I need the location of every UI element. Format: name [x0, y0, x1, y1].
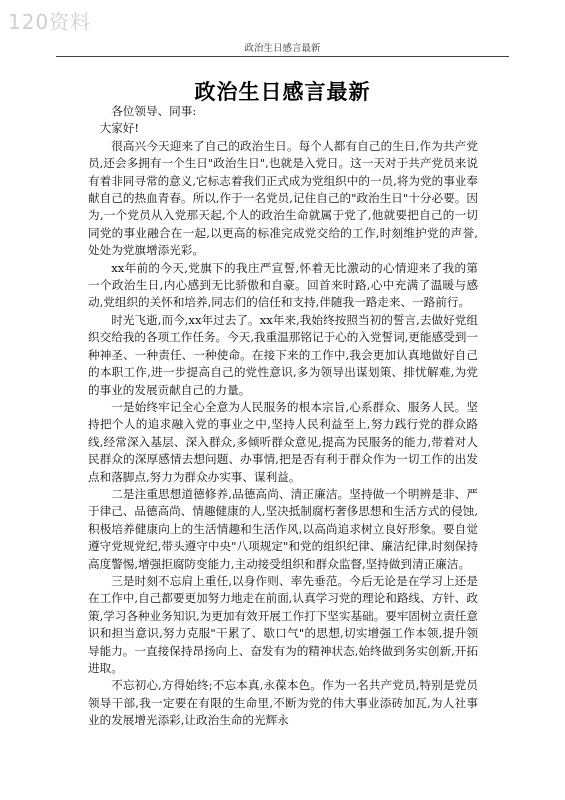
document-body [88, 103, 478, 730]
watermark: 120资料 [8, 10, 92, 34]
paragraph-1: 很高兴今天迎来了自己的政治生日。每个人都有自己的生日,作为共产党员,还会多拥有一个生日"政治生日",也就是入党日。这一天对于共产党员来说有着非同寻常的意义,它标志着我们正式成为党组织中的一员,将为党的事业奉献自己的热血青春。所以,作于一名党员,记住自己的"政治生日"十分必要。因为,一个党员从入党那天起,个人的政治生命就属于党了,他就要把自己的一切同党的事业融合在一起,以更高的标准完成党交给的工作,时刻维护党的声誉,处处为党旗增添光彩。 [88, 138, 478, 258]
greeting: 大家好! [99, 121, 140, 136]
header-divider [56, 56, 509, 57]
paragraph-5: 二是注重思想道德修养,品德高尚、清正廉洁。坚持做一个明辨是非、严于律己、品德高尚、情趣健康的人,坚决抵制腐朽奢侈思想和生活方式的侵蚀,积极培养健康向上的生活情趣和生活作风,以高尚追求树立良好形象。要自觉遵守党规党纪,带头遵守中央"八项规定"和党的组织纪律、廉洁纪律,时刻保持高度警惕,增强拒腐防变能力,主动接受组织和群众监督,坚持做到清正廉洁。 [88, 486, 478, 571]
paragraph-3: 时光飞逝,而今,xx年过去了。xx年来,我始终按照当初的誓言,去做好党组织交给我的各项工作任务。今天,我重温那铭记于心的入党誓词,更能感受到一种神圣、一种责任、一种使命。在接下来的工作中,我会更加认真地做好自己的本职工作,进一步提高自己的党性意识,多为领导出谋划策、排忧解难,为党的事业的发展贡献自己的力量。 [88, 312, 478, 397]
paragraph-2: xx年前的今天,党旗下的我庄严宣誓,怀着无比激动的心情迎来了我的第一个政治生日,内心感到无比骄傲和自豪。回首来时路,心中充满了温暖与感动,党组织的关怀和培养,同志们的信任和支持,伴随我一路走来、一路前行。 [88, 260, 478, 310]
running-header: 政治生日感言最新 [244, 43, 321, 54]
paragraph-6: 三是时刻不忘肩上重任,以身作则、率先垂范。今后无论是在学习上还是在工作中,自己都要更加努力地走在前面,认真学习党的理论和路线、方针、政策,学习各种业务知识,为更加有效开展工作打下坚实基础。要牢固树立责任意识和担当意识,努力克服"干累了、歇口气"的思想,切实增强工作本领,提升领导能力。一直接保持昂扬向上、奋发有为的精神状态,始终做到务实创新,开拓进取。 [88, 573, 478, 675]
paragraph-7: 不忘初心,方得始终;不忘本真,永葆本色。作为一名共产党员,特别是党员领导干部,我一定要在有限的生命里,不断为党的伟大事业添砖加瓦,为人社事业的发展增光添彩,让政治生命的光辉永 [88, 678, 478, 728]
paragraph-4: 一是始终牢记全心全意为人民服务的根本宗旨,心系群众、服务人民。坚持把个人的追求融入党的事业之中,坚持人民利益至上,努力践行党的群众路线,经常深入基层、深入群众,多倾听群众意见,提高为民服务的能力,带着对人民群众的深厚感情去想问题、办事情,把是否有利于群众作为一切工作的出发点和落脚点,努力为群众办实事、谋利益。 [88, 399, 478, 484]
salutation: 各位领导、同事: [111, 104, 197, 118]
document-title: 政治生日感言最新 [194, 79, 371, 104]
